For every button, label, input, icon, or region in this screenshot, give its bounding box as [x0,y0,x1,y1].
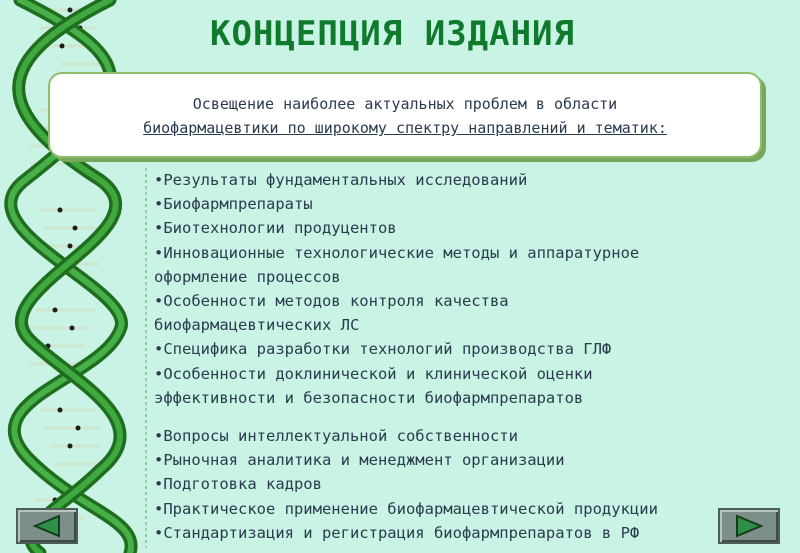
list-item: •Подготовка кадров [154,475,322,494]
list-item: •Рыночная аналитика и менеджмент организации [154,451,565,470]
list-item: •Специфика разработки технологий производства ГЛФ [154,340,612,359]
list-item: •Особенности методов контроля качества [154,292,509,311]
slide-title: КОНЦЕПЦИЯ ИЗДАНИЯ [210,14,575,54]
list-item: эффективности и безопасности биофармпрепаратов [154,388,584,407]
list-divider-line [145,168,147,548]
list-spacer [154,410,794,424]
list-item: •Стандартизация и регистрация биофармпрепаратов в РФ [154,523,640,542]
list-item: •Биотехнологии продуцентов [154,219,397,238]
callout-line: Освещение наиболее актуальных проблем в области [192,95,618,113]
topics-list [154,168,794,545]
list-item: •Практическое применение биофармацевтической продукции [154,499,658,518]
callout-text [50,92,760,140]
concept-callout-box [48,72,762,158]
list-item: •Вопросы интеллектуальной собственности [154,427,518,446]
list-item: •Особенности доклинической и клинической оценки [154,364,593,383]
triangle-right-icon [720,510,778,542]
triangle-left-icon [18,510,76,542]
list-item: оформление процессов [154,267,341,286]
list-item: биофармацевтических ЛС [154,316,360,335]
list-item: •Биофармпрепараты [154,195,313,214]
list-item: •Инновационные технологические методы и аппаратурное [154,243,640,262]
next-slide-button[interactable] [718,508,780,544]
callout-line: биофармацевтики по широкому спектру направлений и тематик: [143,119,667,137]
previous-slide-button[interactable] [16,508,78,544]
list-item: •Результаты фундаментальных исследований [154,171,528,189]
